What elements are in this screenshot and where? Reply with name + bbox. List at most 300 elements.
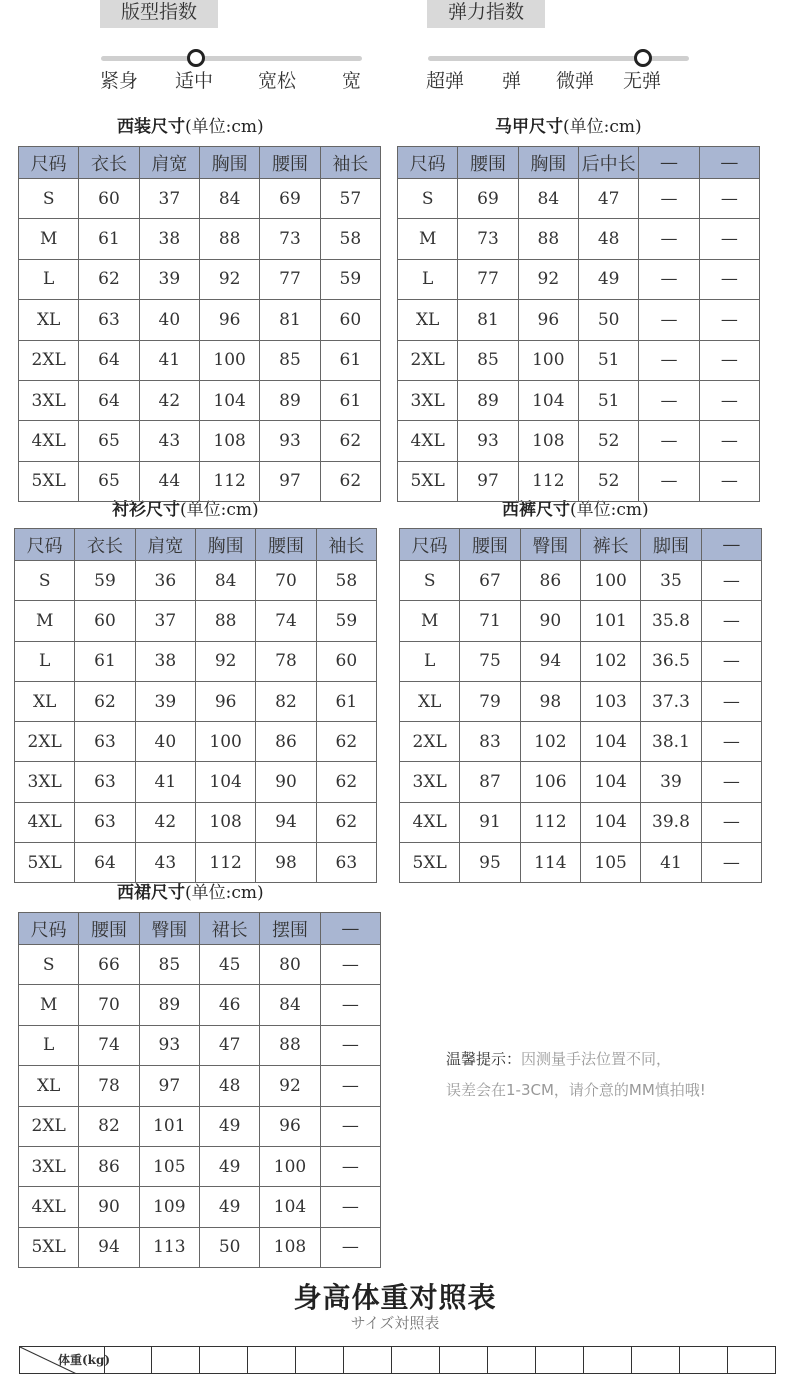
measurement-cell: 104 [580,762,640,802]
measurement-cell: 106 [520,762,580,802]
measurement-cell: 82 [79,1106,139,1146]
measurement-cell: 49 [578,259,638,299]
size-cell: 3XL [19,1146,79,1186]
size-cell: M [19,219,79,259]
measurement-cell: 61 [79,219,139,259]
skirt-title-unit: (单位:cm) [185,883,264,903]
size-cell: S [15,561,75,601]
fit-scale-wide: 宽 [342,70,362,92]
size-cell: M [398,219,458,259]
table-row [400,641,762,681]
measurement-cell: 105 [139,1146,199,1186]
measurement-cell: 88 [260,1025,320,1065]
measurement-cell: 60 [320,300,380,340]
measurement-cell: 100 [199,340,259,380]
table-row [15,641,377,681]
measurement-cell: 78 [256,641,316,681]
table-row [15,843,377,883]
suit-table-title [117,112,264,137]
measurement-cell: — [320,945,380,985]
measurement-cell: — [639,259,699,299]
measurement-cell: — [701,762,761,802]
measurement-cell: — [639,179,699,219]
measurement-cell: 91 [460,802,520,842]
trousers-size-table [399,528,762,883]
measurement-cell: 112 [195,843,255,883]
measurement-cell: 114 [520,843,580,883]
trousers-title-unit: (单位:cm) [570,500,649,520]
measurement-cell: 61 [320,380,380,420]
hw-cell [105,1347,152,1374]
measurement-cell: 95 [460,843,520,883]
column-header: 尺码 [400,529,460,561]
column-header: 脚围 [641,529,701,561]
column-header: 胸围 [195,529,255,561]
vest-table-title [495,112,642,137]
measurement-cell: 73 [458,219,518,259]
measurement-cell: 41 [135,762,195,802]
measurement-cell: 96 [199,300,259,340]
measurement-cell: 62 [316,762,376,802]
measurement-cell: — [320,1106,380,1146]
column-header: — [699,147,759,179]
fit-scale-loose: 宽松 [258,70,297,92]
shirt-title-unit: (单位:cm) [180,500,259,520]
measurement-cell: 104 [580,802,640,842]
skirt-header-row [19,913,381,945]
table-row [19,1146,381,1186]
measurement-cell: 86 [79,1146,139,1186]
measurement-cell: 103 [580,681,640,721]
column-header: 臀围 [139,913,199,945]
suit-title-unit: (单位:cm) [185,117,264,137]
hw-cell [200,1347,248,1374]
table-row [400,762,762,802]
hw-cell [296,1347,344,1374]
table-row [19,945,381,985]
measurement-cell: 47 [578,179,638,219]
measurement-cell: 48 [578,219,638,259]
size-cell: XL [19,1066,79,1106]
measurement-cell: 52 [578,421,638,461]
measurement-cell: 88 [199,219,259,259]
fit-scale-tight: 紧身 [100,70,139,92]
size-cell: S [398,179,458,219]
measurement-cell: 50 [578,300,638,340]
table-row [19,300,381,340]
column-header: 裤长 [580,529,640,561]
size-cell: 5XL [400,843,460,883]
table-row [398,461,760,501]
fit-scale-regular: 适中 [175,70,214,92]
measurement-cell: 39 [135,681,195,721]
height-weight-table [19,1346,776,1374]
measurement-cell: 49 [199,1187,259,1227]
measurement-cell: 108 [195,802,255,842]
measurement-cell: 89 [139,985,199,1025]
suit-title-name: 西装尺寸 [117,117,185,137]
fit-index-knob [187,49,205,67]
measurement-cell: 97 [260,461,320,501]
column-header: 袖长 [316,529,376,561]
measurement-cell: 112 [199,461,259,501]
measurement-cell: — [699,340,759,380]
column-header: 袖长 [320,147,380,179]
measurement-cell: — [320,1066,380,1106]
table-row [400,722,762,762]
size-cell: 2XL [398,340,458,380]
measurement-cell: 92 [518,259,578,299]
column-header: 腰围 [256,529,316,561]
measurement-cell: 37 [135,601,195,641]
measurement-cell: 108 [199,421,259,461]
measurement-cell: — [699,259,759,299]
measurement-cell: — [701,722,761,762]
measurement-cell: 81 [458,300,518,340]
measurement-cell: — [639,461,699,501]
hw-cell [440,1347,488,1374]
hw-cell [152,1347,200,1374]
measurement-cell: 58 [316,561,376,601]
measurement-cell: 105 [580,843,640,883]
size-cell: 2XL [19,340,79,380]
table-row [398,421,760,461]
size-cell: 4XL [19,421,79,461]
column-header: 尺码 [398,147,458,179]
measurement-cell: 36.5 [641,641,701,681]
measurement-cell: 113 [139,1227,199,1267]
hw-cell [392,1347,440,1374]
table-row [398,340,760,380]
measurement-cell: 61 [320,340,380,380]
height-weight-header-row [20,1347,776,1374]
measurement-cell: 79 [460,681,520,721]
measurement-cell: 69 [260,179,320,219]
measurement-cell: 74 [79,1025,139,1065]
table-row [400,601,762,641]
measurement-cell: 112 [518,461,578,501]
measurement-cell: 73 [260,219,320,259]
size-cell: 2XL [15,722,75,762]
measurement-cell: 94 [79,1227,139,1267]
measurement-cell: 98 [256,843,316,883]
measurement-cell: 98 [520,681,580,721]
measurement-cell: 65 [79,461,139,501]
measurement-cell: 100 [518,340,578,380]
measurement-cell: 90 [79,1187,139,1227]
height-weight-corner-cell [20,1347,111,1374]
column-header: 尺码 [19,913,79,945]
measurement-cell: 63 [75,722,135,762]
measurement-cell: 37 [139,179,199,219]
measurement-cell: 94 [256,802,316,842]
measurement-cell: 64 [75,843,135,883]
size-cell: 3XL [15,762,75,802]
size-cell: 5XL [15,843,75,883]
measurement-cell: — [320,985,380,1025]
measurement-cell: 42 [135,802,195,842]
table-row [19,1227,381,1267]
measurement-cell: 66 [79,945,139,985]
measurement-cell: 74 [256,601,316,641]
trousers-header-row [400,529,762,561]
hw-cell [584,1347,632,1374]
measurement-cell: 61 [316,681,376,721]
measurement-cell: 45 [199,945,259,985]
measurement-cell: 60 [79,179,139,219]
table-row [19,179,381,219]
measurement-cell: 75 [460,641,520,681]
measurement-cell: 88 [518,219,578,259]
measurement-cell: — [639,380,699,420]
measurement-cell: 49 [199,1106,259,1146]
measurement-cell: 52 [578,461,638,501]
size-cell: XL [400,681,460,721]
measurement-cell: 50 [199,1227,259,1267]
measurement-cell: 39 [641,762,701,802]
trousers-title-name: 西裤尺寸 [502,500,570,520]
height-weight-subtitle: サイズ対照表 [350,1314,440,1332]
hw-cell [488,1347,536,1374]
measurement-cell: — [701,601,761,641]
measurement-cell: 101 [580,601,640,641]
size-cell: 3XL [398,380,458,420]
table-row [398,259,760,299]
hw-cell [632,1347,680,1374]
stretch-scale-slight: 微弹 [556,70,595,92]
measurement-cell: 62 [75,681,135,721]
table-row [19,1106,381,1146]
measurement-cell: 100 [580,561,640,601]
measurement-cell: 100 [260,1146,320,1186]
measurement-cell: — [320,1146,380,1186]
size-cell: 4XL [398,421,458,461]
size-cell: M [400,601,460,641]
measurement-cell: 101 [139,1106,199,1146]
measurement-cell: 67 [460,561,520,601]
tip-line-2: 误差会在1-3CM，请介意的MM慎拍哦! [446,1081,706,1099]
measurement-cell: 81 [260,300,320,340]
table-row [19,421,381,461]
fit-index-track [101,56,362,61]
measurement-cell: 58 [320,219,380,259]
measurement-cell: 64 [79,380,139,420]
column-header: 腰围 [460,529,520,561]
vest-size-table [397,146,760,502]
measurement-cell: 93 [139,1025,199,1065]
size-cell: XL [19,300,79,340]
measurement-cell: 104 [580,722,640,762]
size-cell: L [400,641,460,681]
vest-header-row [398,147,760,179]
measurement-cell: 42 [139,380,199,420]
measurement-cell: 71 [460,601,520,641]
table-row [15,762,377,802]
measurement-cell: 39.8 [641,802,701,842]
measurement-cell: — [639,219,699,259]
measurement-cell: — [320,1025,380,1065]
measurement-cell: 96 [518,300,578,340]
table-row [19,259,381,299]
size-cell: S [19,179,79,219]
column-header: 腰围 [260,147,320,179]
measurement-cell: 62 [316,802,376,842]
size-cell: L [19,1025,79,1065]
measurement-cell: 38 [135,641,195,681]
size-cell: 4XL [400,802,460,842]
measurement-cell: 62 [316,722,376,762]
measurement-cell: 84 [518,179,578,219]
measurement-cell: 59 [316,601,376,641]
hw-cell [680,1347,728,1374]
measurement-cell: 92 [195,641,255,681]
size-cell: S [19,945,79,985]
measurement-cell: 40 [139,300,199,340]
measurement-cell: — [699,461,759,501]
measurement-cell: 51 [578,380,638,420]
measurement-cell: 61 [75,641,135,681]
measurement-cell: — [320,1227,380,1267]
table-row [15,561,377,601]
measurement-cell: 40 [135,722,195,762]
measurement-cell: 93 [458,421,518,461]
measurement-cell: — [701,681,761,721]
measurement-cell: 37.3 [641,681,701,721]
stretch-scale-super: 超弹 [426,70,465,92]
measurement-cell: 38.1 [641,722,701,762]
weight-axis-label: 体重(kg) [58,1353,111,1367]
table-row [19,1187,381,1227]
measurement-cell: 70 [79,985,139,1025]
measurement-cell: 104 [260,1187,320,1227]
size-cell: S [400,561,460,601]
column-header: — [320,913,380,945]
measurement-cell: 44 [139,461,199,501]
measurement-cell: 64 [79,340,139,380]
measurement-cell: — [701,641,761,681]
skirt-size-table [18,912,381,1268]
size-cell: L [398,259,458,299]
measurement-cell: 94 [520,641,580,681]
measurement-cell: 85 [260,340,320,380]
table-row [19,1066,381,1106]
measurement-cell: 51 [578,340,638,380]
fit-index-label: 版型指数 [100,0,218,28]
table-row [400,843,762,883]
column-header: 肩宽 [135,529,195,561]
skirt-title-name: 西裙尺寸 [117,883,185,903]
measurement-cell: 39 [139,259,199,299]
column-header: 裙长 [199,913,259,945]
measurement-cell: 77 [260,259,320,299]
measurement-cell: 84 [260,985,320,1025]
measurement-cell: 88 [195,601,255,641]
measurement-cell: 35.8 [641,601,701,641]
measurement-cell: 86 [520,561,580,601]
measurement-cell: 60 [316,641,376,681]
vest-title-name: 马甲尺寸 [495,117,563,137]
tip-line-1 [446,1048,671,1069]
measurement-cell: 59 [75,561,135,601]
measurement-cell: 89 [260,380,320,420]
measurement-cell: — [699,380,759,420]
measurement-cell: — [639,340,699,380]
measurement-cell: 78 [79,1066,139,1106]
measurement-cell: 87 [460,762,520,802]
shirt-header-row [15,529,377,561]
size-cell: L [19,259,79,299]
measurement-cell: 100 [195,722,255,762]
size-cell: XL [15,681,75,721]
table-row [398,179,760,219]
measurement-cell: 102 [580,641,640,681]
measurement-cell: 104 [195,762,255,802]
shirt-size-table [14,528,377,883]
size-cell: L [15,641,75,681]
table-row [400,561,762,601]
measurement-cell: 108 [518,421,578,461]
measurement-cell: 36 [135,561,195,601]
size-cell: 4XL [19,1187,79,1227]
measurement-cell: 46 [199,985,259,1025]
table-row [19,340,381,380]
measurement-cell: 104 [199,380,259,420]
table-row [15,601,377,641]
measurement-cell: 93 [260,421,320,461]
measurement-cell: — [701,843,761,883]
measurement-cell: — [320,1187,380,1227]
measurement-cell: 92 [260,1066,320,1106]
measurement-cell: 85 [458,340,518,380]
measurement-cell: 41 [641,843,701,883]
measurement-cell: 89 [458,380,518,420]
size-cell: M [19,985,79,1025]
column-header: 臀围 [520,529,580,561]
measurement-cell: 70 [256,561,316,601]
measurement-cell: 84 [199,179,259,219]
table-row [400,802,762,842]
size-cell: 2XL [400,722,460,762]
measurement-cell: 63 [75,762,135,802]
measurement-cell: 96 [195,681,255,721]
measurement-cell: 97 [139,1066,199,1106]
measurement-cell: 43 [135,843,195,883]
table-row [398,219,760,259]
hw-cell [344,1347,392,1374]
stretch-index-label: 弹力指数 [427,0,545,28]
tip-label: 温馨提示： [446,1050,522,1068]
measurement-cell: 104 [518,380,578,420]
measurement-cell: 109 [139,1187,199,1227]
column-header: 腰围 [458,147,518,179]
measurement-cell: 38 [139,219,199,259]
measurement-cell: 47 [199,1025,259,1065]
size-cell: 3XL [19,380,79,420]
column-header: 摆围 [260,913,320,945]
measurement-cell: 92 [199,259,259,299]
column-header: 后中长 [578,147,638,179]
column-header: 衣长 [75,529,135,561]
column-header: — [701,529,761,561]
table-row [19,461,381,501]
measurement-cell: 63 [316,843,376,883]
hw-cell [536,1347,584,1374]
table-row [398,300,760,340]
column-header: 尺码 [19,147,79,179]
shirt-title-name: 衬衫尺寸 [112,500,180,520]
measurement-cell: — [701,802,761,842]
size-cell: 5XL [19,461,79,501]
